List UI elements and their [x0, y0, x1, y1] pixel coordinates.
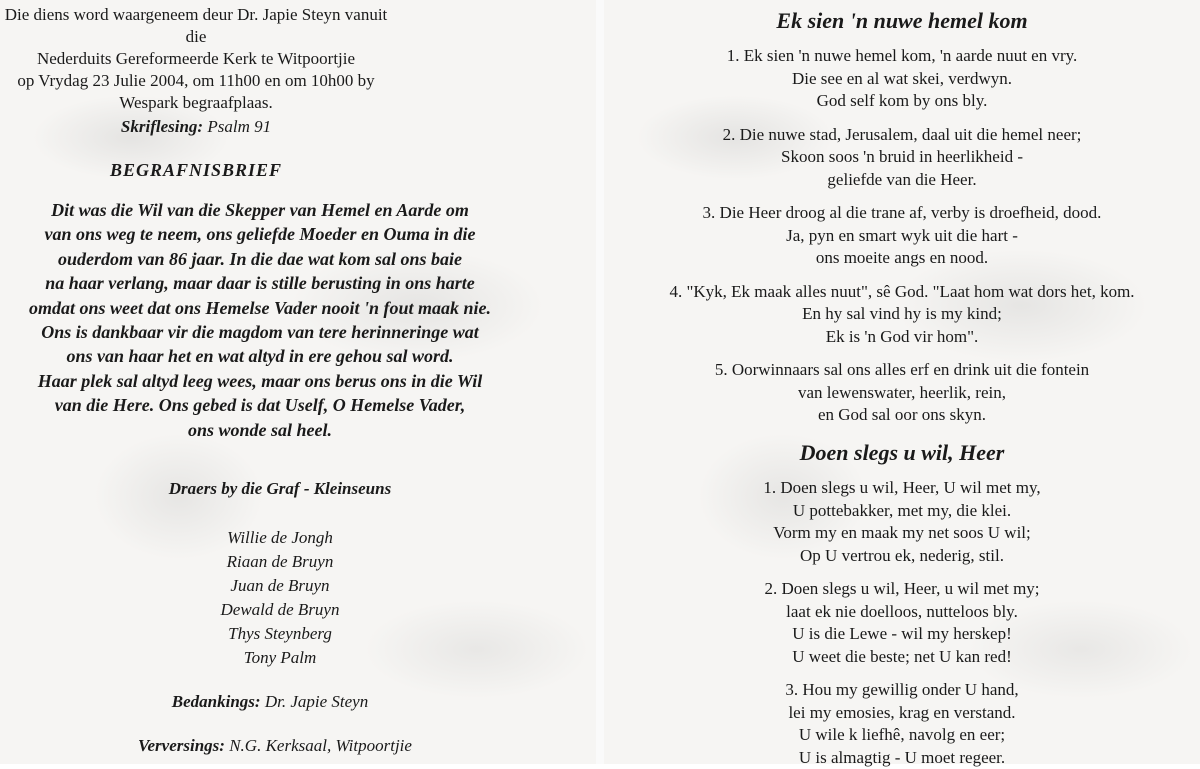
stanza-line: En hy sal vind hy is my kind;: [604, 303, 1200, 326]
funeral-letter: [0, 198, 520, 442]
pallbearer-name: Willie de Jongh: [0, 526, 560, 550]
letter-line: Haar plek sal altyd leeg wees, maar ons berus ons in die Wil: [0, 369, 520, 393]
pallbearers-list: [0, 526, 560, 670]
pallbearer-name: Thys Steynberg: [0, 622, 560, 646]
stanza-line: 2. Die nuwe stad, Jerusalem, daal uit die hemel neer;: [604, 124, 1200, 147]
hymn-stanza: [604, 281, 1200, 349]
stanza-line: 3. Die Heer droog al die trane af, verby is droefheid, dood.: [604, 202, 1200, 225]
stanza-line: ons moeite angs en nood.: [604, 247, 1200, 270]
refreshments: [0, 736, 550, 756]
hymn-stanza: [604, 578, 1200, 668]
hymn-2-title: Doen slegs u wil, Heer: [604, 440, 1200, 466]
hymn-stanza: [604, 124, 1200, 192]
hymn-stanza: [604, 45, 1200, 113]
stanza-line: U is die Lewe - wil my herskep!: [604, 623, 1200, 646]
stanza-line: Ek is 'n God vir hom".: [604, 326, 1200, 349]
letter-line: ons van haar het en wat altyd in ere gehou sal word.: [0, 344, 520, 368]
stanza-line: laat ek nie doelloos, nutteloos bly.: [604, 601, 1200, 624]
letter-line: van die Here. Ons gebed is dat Uself, O Hemelse Vader,: [0, 393, 520, 417]
stanza-line: Op U vertrou ek, nederig, stil.: [604, 545, 1200, 568]
page-gutter: [596, 0, 604, 764]
stanza-line: Die see en al wat skei, verdwyn.: [604, 68, 1200, 91]
letter-line: na haar verlang, maar daar is stille berusting in ons harte: [0, 271, 520, 295]
hymn-stanza: [604, 477, 1200, 567]
stanza-line: 2. Doen slegs u wil, Heer, u wil met my;: [604, 578, 1200, 601]
refreshments-value: N.G. Kerksaal, Witpoortjie: [225, 736, 412, 755]
stanza-line: lei my emosies, krag en verstand.: [604, 702, 1200, 725]
funeral-letter-title: BEGRAFNISBRIEF: [0, 160, 392, 181]
hymn-stanza: [604, 202, 1200, 270]
intro-line: op Vrydag 23 Julie 2004, om 11h00 en om 10h00 by: [0, 70, 392, 92]
letter-line: Dit was die Wil van die Skepper van Hemel en Aarde om: [0, 198, 520, 222]
acknowledgements-value: Dr. Japie Steyn: [261, 692, 369, 711]
left-page: [0, 0, 596, 764]
stanza-line: 3. Hou my gewillig onder U hand,: [604, 679, 1200, 702]
letter-line: Ons is dankbaar vir die magdom van tere herinneringe wat: [0, 320, 520, 344]
stanza-line: Vorm my en maak my net soos U wil;: [604, 522, 1200, 545]
stanza-line: U is almagtig - U moet regeer.: [604, 747, 1200, 769]
stanza-line: 4. "Kyk, Ek maak alles nuut", sê God. "Laat hom wat dors het, kom.: [604, 281, 1200, 304]
stanza-line: geliefde van die Heer.: [604, 169, 1200, 192]
intro-line: Wespark begraafplaas.: [0, 92, 392, 114]
stanza-line: God self kom by ons bly.: [604, 90, 1200, 113]
stanza-line: Skoon soos 'n bruid in heerlikheid -: [604, 146, 1200, 169]
hymn-2: [604, 440, 1200, 769]
right-page: [604, 0, 1200, 764]
scripture-reading-value: Psalm 91: [203, 117, 271, 136]
letter-line: omdat ons weet dat ons Hemelse Vader nooit 'n fout maak nie.: [0, 296, 520, 320]
scripture-reading: [0, 117, 392, 137]
letter-line: van ons weg te neem, ons geliefde Moeder en Ouma in die: [0, 222, 520, 246]
intro-line: Die diens word waargeneem deur Dr. Japie Steyn vanuit die: [0, 4, 392, 48]
stanza-line: van lewenswater, heerlik, rein,: [604, 382, 1200, 405]
acknowledgements: [0, 692, 540, 712]
pallbearers-title: Draers by die Graf - Kleinseuns: [0, 479, 560, 499]
pallbearer-name: Tony Palm: [0, 646, 560, 670]
stanza-line: 1. Doen slegs u wil, Heer, U wil met my,: [604, 477, 1200, 500]
pallbearer-name: Juan de Bruyn: [0, 574, 560, 598]
pallbearer-name: Dewald de Bruyn: [0, 598, 560, 622]
refreshments-label: Verversings:: [138, 736, 225, 755]
stanza-line: U pottebakker, met my, die klei.: [604, 500, 1200, 523]
stanza-line: 1. Ek sien 'n nuwe hemel kom, 'n aarde nuut en vry.: [604, 45, 1200, 68]
stanza-line: 5. Oorwinnaars sal ons alles erf en drink uit die fontein: [604, 359, 1200, 382]
acknowledgements-label: Bedankings:: [172, 692, 261, 711]
hymn-stanza: [604, 679, 1200, 769]
hymn-1: [604, 8, 1200, 427]
stanza-line: U wile k liefhê, navolg en eer;: [604, 724, 1200, 747]
hymn-1-title: Ek sien 'n nuwe hemel kom: [604, 8, 1200, 34]
letter-line: ons wonde sal heel.: [0, 418, 520, 442]
hymn-stanza: [604, 359, 1200, 427]
service-intro: [0, 4, 392, 114]
stanza-line: Ja, pyn en smart wyk uit die hart -: [604, 225, 1200, 248]
stanza-line: en God sal oor ons skyn.: [604, 404, 1200, 427]
scripture-reading-label: Skriflesing:: [121, 117, 203, 136]
letter-line: ouderdom van 86 jaar. In die dae wat kom sal ons baie: [0, 247, 520, 271]
stanza-line: U weet die beste; net U kan red!: [604, 646, 1200, 669]
intro-line: Nederduits Gereformeerde Kerk te Witpoortjie: [0, 48, 392, 70]
pallbearer-name: Riaan de Bruyn: [0, 550, 560, 574]
